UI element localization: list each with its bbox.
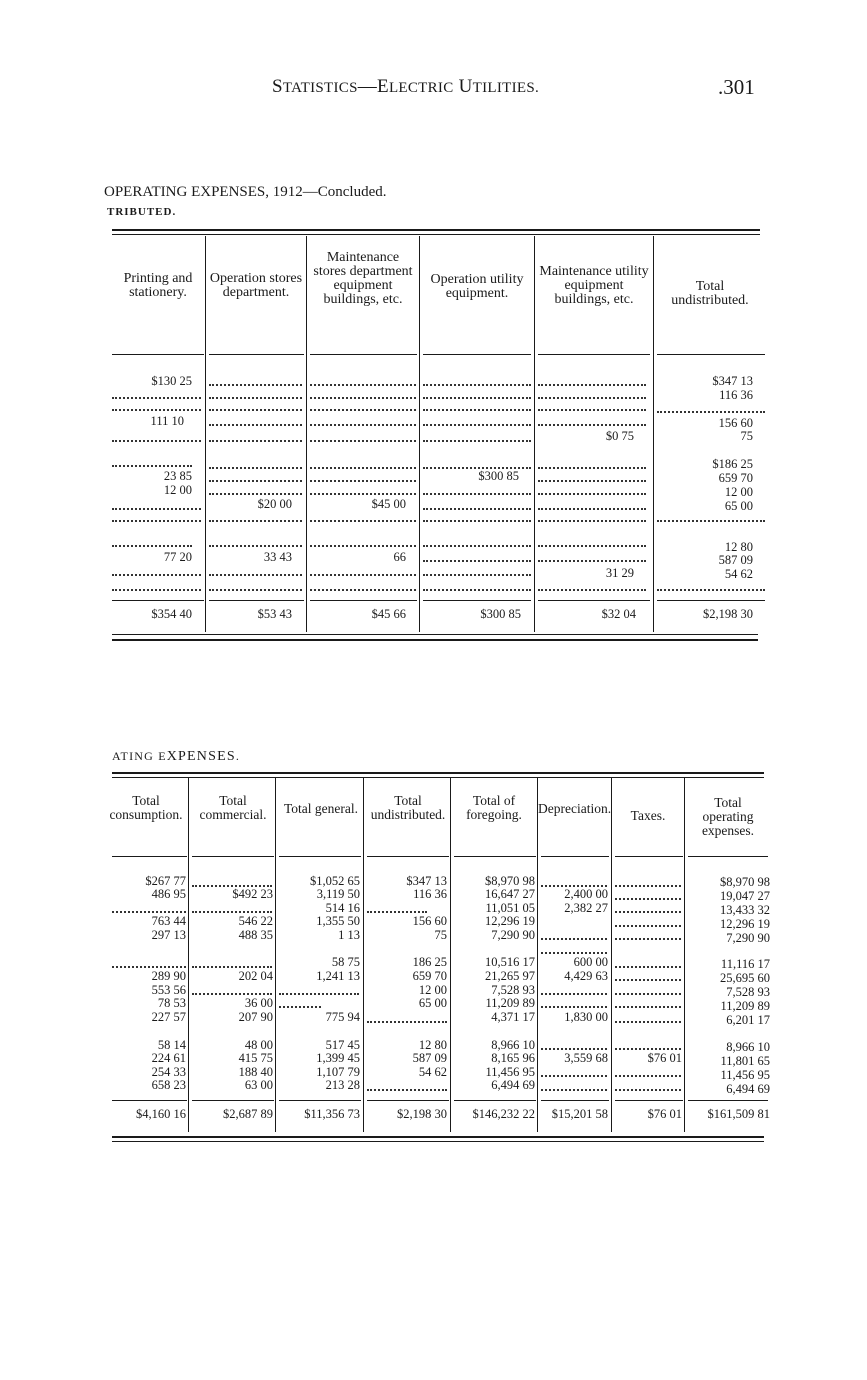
dot-leader (423, 440, 531, 442)
table1-top-rule (112, 229, 760, 231)
t2-cell: 7,290 90 (726, 931, 770, 945)
dot-leader (423, 560, 531, 562)
table1-subtitle: TRIBUTED. (107, 206, 177, 218)
t2-cell: $347 13 (406, 874, 447, 888)
t1-cell: $45 00 (371, 497, 406, 511)
dot-leader (209, 440, 302, 442)
dot-leader (192, 966, 272, 968)
t2-cell: 8,966 10 (491, 1038, 535, 1052)
table1-bottom-rule-thin (112, 634, 758, 635)
table2-bottom-rule-thin (112, 1141, 764, 1142)
table2-top-rule-thin (112, 777, 764, 778)
t2-cell: 188 40 (238, 1065, 273, 1079)
dot-leader (209, 545, 302, 547)
t1-header-oputility: Operation utility equipment. (430, 272, 524, 301)
dot-leader (615, 885, 681, 887)
dot-leader (538, 545, 646, 547)
t1-cell: $186 25 (712, 457, 753, 471)
dot-leader (112, 409, 201, 411)
t1-cell: 659 70 (718, 471, 753, 485)
table1-top-rule-thin (112, 234, 760, 235)
t2-cell: $8,970 98 (720, 875, 770, 889)
t2-cell: 11,116 17 (720, 957, 770, 971)
t1-cell: $20 00 (257, 497, 292, 511)
t2-cell: 207 90 (238, 1010, 273, 1024)
t1-cell: 12 80 (724, 540, 753, 554)
t2-totals-rule (454, 1100, 536, 1101)
t1-cell: 54 62 (724, 567, 753, 581)
t2-cell: 8,966 10 (726, 1040, 770, 1054)
dot-leader (423, 493, 531, 495)
t2-cell: $267 77 (145, 874, 186, 888)
t2-cell: 546 22 (238, 914, 273, 928)
t1-cell: $347 13 (712, 374, 753, 388)
dot-leader (367, 1021, 447, 1023)
dot-leader (538, 589, 646, 591)
t2-totals-rule (688, 1100, 768, 1101)
t2-header-rule (112, 856, 187, 857)
dot-leader (538, 384, 646, 386)
t2-total-cell: $146,232 22 (472, 1107, 535, 1121)
t2-total-cell: $161,509 81 (707, 1107, 770, 1121)
t2-cell: 58 75 (331, 955, 360, 969)
t2-cell: 488 35 (238, 928, 273, 942)
t2-totals-rule (615, 1100, 683, 1101)
dot-leader (310, 480, 416, 482)
t2-cell: 553 56 (151, 983, 186, 997)
t2-total-cell: $4,160 16 (136, 1107, 186, 1121)
t1-divider (419, 236, 420, 632)
t2-cell: 10,516 17 (485, 955, 535, 969)
t1-header-maintstores: Maintenance stores department equipment buildings, etc. (313, 250, 413, 307)
dot-leader (423, 424, 531, 426)
t2-cell: 78 53 (157, 996, 186, 1010)
t1-totals-rule (112, 600, 204, 601)
t2-cell: 514 16 (325, 901, 360, 915)
t1-total-cell: $32 04 (601, 607, 636, 621)
dot-leader (541, 1075, 607, 1077)
dot-leader (538, 467, 646, 469)
dot-leader (112, 574, 201, 576)
dot-leader (615, 966, 681, 968)
t2-cell: 2,400 00 (564, 887, 608, 901)
t2-cell: 517 45 (325, 1038, 360, 1052)
t1-totals-rule (209, 600, 304, 601)
t1-header-rule (657, 354, 765, 355)
t1-cell: 23 85 (163, 469, 192, 483)
t2-cell: 11,456 95 (485, 1065, 535, 1079)
dot-leader (541, 1048, 607, 1050)
dot-leader (310, 520, 416, 522)
t2-cell: 4,429 63 (564, 969, 608, 983)
dot-leader (538, 493, 646, 495)
t2-cell: 11,456 95 (720, 1068, 770, 1082)
t1-divider (653, 236, 654, 632)
dot-leader (209, 397, 302, 399)
dot-leader (538, 397, 646, 399)
t2-cell: 16,647 27 (485, 887, 535, 901)
dot-leader (615, 1048, 681, 1050)
t1-cell: 77 20 (163, 550, 192, 564)
t2-cell: 289 90 (151, 969, 186, 983)
t1-cell: $300 85 (478, 469, 519, 483)
dot-leader (310, 397, 416, 399)
t2-cell: 1 13 (338, 928, 360, 942)
t1-header-rule (209, 354, 304, 355)
dot-leader (367, 911, 427, 913)
dot-leader (279, 993, 359, 995)
t2-cell: $76 01 (647, 1051, 682, 1065)
t2-cell: 224 61 (151, 1051, 186, 1065)
t2-header-rule (688, 856, 768, 857)
dot-leader (310, 589, 416, 591)
dot-leader (538, 424, 646, 426)
t1-cell: 587 09 (718, 553, 753, 567)
dot-leader (615, 1006, 681, 1008)
t1-cell: 31 29 (605, 566, 634, 580)
t1-cell: 12 00 (163, 483, 192, 497)
dot-leader (615, 1021, 681, 1023)
dot-leader (209, 520, 302, 522)
dot-leader (310, 409, 416, 411)
t1-header-rule (112, 354, 204, 355)
t2-cell: 213 28 (325, 1078, 360, 1092)
t1-total-cell: $354 40 (151, 607, 192, 621)
t2-cell: 11,209 89 (485, 996, 535, 1010)
t2-cell: 25,695 60 (720, 971, 770, 985)
dot-leader (615, 1075, 681, 1077)
t2-cell: 3,119 50 (316, 887, 360, 901)
t1-totals-rule (657, 600, 765, 601)
t1-cell: 116 36 (719, 388, 753, 402)
t1-cell: 65 00 (724, 499, 753, 513)
dot-leader (657, 520, 765, 522)
t2-cell: 7,528 93 (726, 985, 770, 999)
t2-total-cell: $2,687 89 (223, 1107, 273, 1121)
table2-title: ATING EXPENSES. (112, 749, 241, 764)
t2-cell: 659 70 (412, 969, 447, 983)
t2-cell: 36 00 (244, 996, 273, 1010)
t2-cell: 63 00 (244, 1078, 273, 1092)
dot-leader (423, 574, 531, 576)
dot-leader (209, 467, 302, 469)
table2-bottom-rule (112, 1136, 764, 1138)
t2-cell: 1,355 50 (316, 914, 360, 928)
t2-cell: 297 13 (151, 928, 186, 942)
t1-cell: 33 43 (263, 550, 292, 564)
t1-cell: 75 (740, 429, 753, 443)
dot-leader (423, 520, 531, 522)
dot-leader (112, 520, 201, 522)
dot-leader (192, 911, 272, 913)
dot-leader (423, 384, 531, 386)
t2-cell: 156 60 (412, 914, 447, 928)
t2-cell: 1,241 13 (316, 969, 360, 983)
t2-cell: 58 14 (157, 1038, 186, 1052)
t2-cell: 2,382 27 (564, 901, 608, 915)
t1-totals-rule (423, 600, 531, 601)
t2-header-rule (367, 856, 449, 857)
t1-cell: 12 00 (724, 485, 753, 499)
t2-total-cell: $15,201 58 (551, 1107, 608, 1121)
dot-leader (209, 384, 302, 386)
t2-divider (363, 778, 364, 1132)
t2-cell: $492 23 (232, 887, 273, 901)
t2-cell: 7,528 93 (491, 983, 535, 997)
t2-cell: 775 94 (325, 1010, 360, 1024)
t2-header-consumption: Total consumption. (109, 793, 183, 822)
t2-cell: 54 62 (418, 1065, 447, 1079)
dot-leader (112, 966, 186, 968)
dot-leader (541, 1006, 607, 1008)
dot-leader (209, 409, 302, 411)
dot-leader (192, 993, 272, 995)
t2-header-taxes: Taxes. (630, 808, 666, 823)
t2-header-depreciation: Depreciation. (538, 801, 612, 816)
t2-cell: $1,052 65 (310, 874, 360, 888)
dot-leader (657, 411, 765, 413)
t2-header-foregoing: Total of foregoing. (466, 793, 522, 822)
t2-header-rule (541, 856, 609, 857)
t1-total-cell: $300 85 (480, 607, 521, 621)
dot-leader (112, 397, 201, 399)
dot-leader (538, 560, 646, 562)
dot-leader (423, 397, 531, 399)
dot-leader (209, 424, 302, 426)
page-header-title: STATISTICS—ELECTRIC UTILITIES. (272, 76, 540, 97)
t1-total-cell: $2,198 30 (703, 607, 753, 621)
t1-divider (534, 236, 535, 632)
t2-cell: 65 00 (418, 996, 447, 1010)
t1-divider (306, 236, 307, 632)
t1-header-total: Total undistributed. (671, 279, 749, 308)
dot-leader (112, 589, 201, 591)
t2-divider (537, 778, 538, 1132)
dot-leader (423, 508, 531, 510)
dot-leader (541, 938, 607, 940)
t2-cell: 1,830 00 (564, 1010, 608, 1024)
t2-cell: 12,296 19 (485, 914, 535, 928)
t2-cell: 763 44 (151, 914, 186, 928)
t2-cell: 21,265 97 (485, 969, 535, 983)
t2-totals-rule (541, 1100, 609, 1101)
dot-leader (538, 480, 646, 482)
t2-cell: 3,559 68 (564, 1051, 608, 1065)
t2-cell: 1,107 79 (316, 1065, 360, 1079)
dot-leader (310, 440, 416, 442)
t2-cell: 8,165 96 (491, 1051, 535, 1065)
t2-cell: 6,201 17 (726, 1013, 770, 1027)
t2-header-rule (192, 856, 274, 857)
t2-cell: 116 36 (413, 887, 447, 901)
dot-leader (615, 911, 681, 913)
t2-divider (188, 778, 189, 1132)
t1-header-opstores: Operation stores department. (209, 271, 303, 300)
table1-bottom-rule (112, 639, 758, 641)
t2-header-total: Total operating expenses. (701, 795, 755, 838)
t2-header-rule (279, 856, 361, 857)
t2-total-cell: $76 01 (647, 1107, 682, 1121)
t2-cell: 48 00 (244, 1038, 273, 1052)
t2-cell: 254 33 (151, 1065, 186, 1079)
table2-top-rule (112, 772, 764, 774)
t1-cell: 111 10 (150, 414, 184, 428)
t2-header-rule (454, 856, 536, 857)
dot-leader (310, 424, 416, 426)
dot-leader (112, 508, 201, 510)
dot-leader (310, 545, 416, 547)
t2-divider (684, 778, 685, 1132)
dot-leader (423, 409, 531, 411)
t2-cell: 11,801 65 (720, 1054, 770, 1068)
t2-cell: 13,433 32 (720, 903, 770, 917)
dot-leader (541, 952, 607, 954)
t1-cell: $0 75 (605, 429, 634, 443)
dot-leader (615, 938, 681, 940)
t2-cell: 11,209 89 (720, 999, 770, 1013)
t1-header-printing: Printing and stationery. (123, 271, 193, 300)
dot-leader (538, 508, 646, 510)
table1-title: OPERATING EXPENSES, 1912—Concluded. (104, 184, 387, 200)
dot-leader (541, 1089, 607, 1091)
dot-leader (310, 493, 416, 495)
t2-cell: 12,296 19 (720, 917, 770, 931)
t2-cell: 415 75 (238, 1051, 273, 1065)
t1-cell: 156 60 (718, 416, 753, 430)
t1-header-rule (538, 354, 650, 355)
dot-leader (538, 409, 646, 411)
t2-cell: 11,051 05 (485, 901, 535, 915)
t2-cell: 7,290 90 (491, 928, 535, 942)
t1-cell: 66 (393, 550, 406, 564)
dot-leader (657, 589, 765, 591)
dot-leader (112, 911, 186, 913)
t2-cell: 1,399 45 (316, 1051, 360, 1065)
t1-totals-rule (310, 600, 417, 601)
t2-cell: 12 00 (418, 983, 447, 997)
dot-leader (615, 993, 681, 995)
t2-totals-rule (367, 1100, 449, 1101)
dot-leader (209, 589, 302, 591)
page-number: .301 (718, 75, 755, 99)
dot-leader (112, 440, 201, 442)
t2-cell: 19,047 27 (720, 889, 770, 903)
t2-cell: 202 04 (238, 969, 273, 983)
t2-totals-rule (279, 1100, 361, 1101)
t2-cell: 75 (434, 928, 447, 942)
dot-leader (209, 493, 302, 495)
t1-header-rule (310, 354, 417, 355)
t1-header-maintutility: Maintenance utility equipment buildings, etc. (539, 264, 649, 307)
t1-totals-rule (538, 600, 650, 601)
t2-divider (450, 778, 451, 1132)
dot-leader (423, 545, 531, 547)
t2-cell: 4,371 17 (491, 1010, 535, 1024)
t2-cell: 12 80 (418, 1038, 447, 1052)
dot-leader (615, 979, 681, 981)
dot-leader (423, 589, 531, 591)
dot-leader (615, 925, 681, 927)
t1-cell: $130 25 (151, 374, 192, 388)
t2-cell: 486 95 (151, 887, 186, 901)
dot-leader (112, 545, 192, 547)
t2-cell: 600 00 (573, 955, 608, 969)
dot-leader (367, 1089, 447, 1091)
dot-leader (310, 574, 416, 576)
dot-leader (112, 465, 192, 467)
t2-total-cell: $11,356 73 (304, 1107, 360, 1121)
t2-cell: 227 57 (151, 1010, 186, 1024)
dot-leader (209, 574, 302, 576)
dot-leader (615, 1089, 681, 1091)
dot-leader (310, 384, 416, 386)
dot-leader (279, 1006, 321, 1008)
t2-cell: 6,494 69 (726, 1082, 770, 1096)
t2-header-commercial: Total commercial. (199, 793, 267, 822)
t2-totals-rule (112, 1100, 187, 1101)
t2-header-rule (615, 856, 683, 857)
t1-total-cell: $53 43 (257, 607, 292, 621)
dot-leader (209, 480, 302, 482)
t2-divider (611, 778, 612, 1132)
dot-leader (615, 898, 681, 900)
dot-leader (541, 993, 607, 995)
t2-cell: 658 23 (151, 1078, 186, 1092)
t2-cell: 6,494 69 (491, 1078, 535, 1092)
t2-totals-rule (192, 1100, 274, 1101)
t2-header-general: Total general. (283, 801, 359, 816)
dot-leader (538, 520, 646, 522)
t2-divider (275, 778, 276, 1132)
t2-total-cell: $2,198 30 (397, 1107, 447, 1121)
t1-total-cell: $45 66 (371, 607, 406, 621)
t2-cell: 587 09 (412, 1051, 447, 1065)
t2-cell: $8,970 98 (485, 874, 535, 888)
t2-header-undistributed: Total undistributed. (370, 793, 446, 822)
t1-header-rule (423, 354, 531, 355)
t2-cell: 186 25 (412, 955, 447, 969)
dot-leader (310, 467, 416, 469)
